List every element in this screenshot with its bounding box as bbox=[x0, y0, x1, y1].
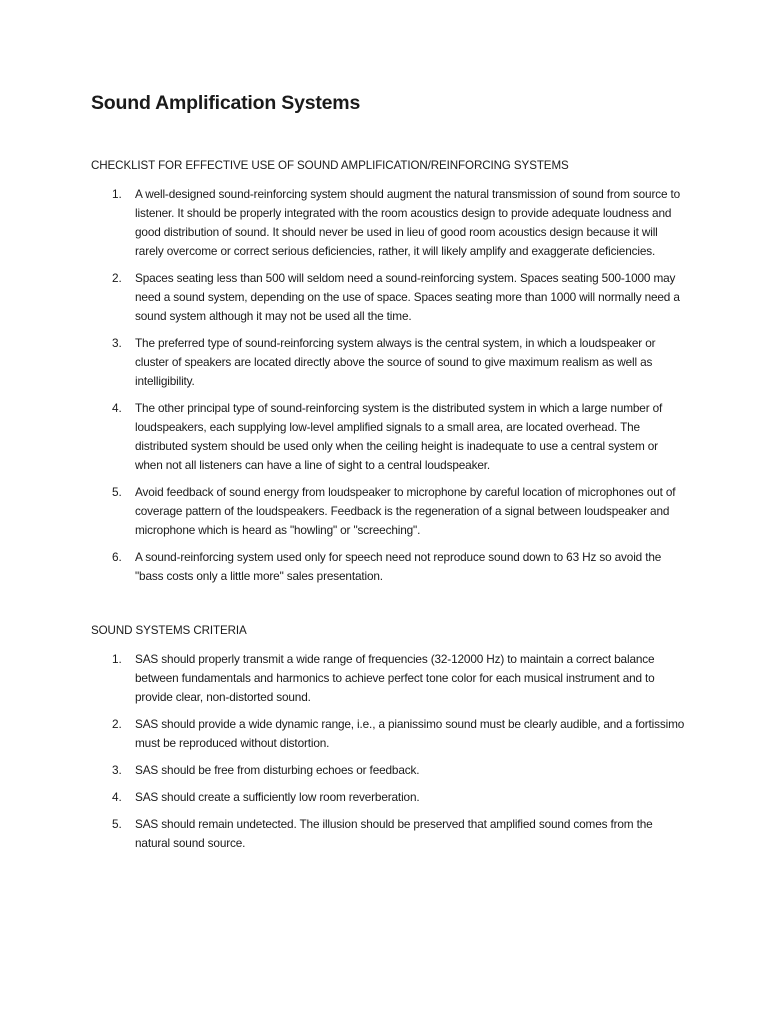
item-number: 5. bbox=[112, 485, 122, 499]
section-criteria bbox=[91, 624, 688, 853]
item-number: 2. bbox=[112, 717, 122, 731]
list-item bbox=[91, 548, 688, 586]
item-number: 6. bbox=[112, 550, 122, 564]
item-number: 4. bbox=[112, 790, 122, 804]
item-text: SAS should properly transmit a wide range of frequencies (32-12000 Hz) to maintain a correct balance between fundamentals and harmonics to achieve perfect tone color for each musical instrument and to provide clear, non-distorted sound. bbox=[135, 652, 655, 704]
item-text: The preferred type of sound-reinforcing system always is the central system, in which a loudspeaker or cluster of speakers are located directly above the source of sound to give maximum realism as well as intelligibility. bbox=[135, 336, 656, 388]
list-item bbox=[91, 788, 688, 807]
section-heading: CHECKLIST FOR EFFECTIVE USE OF SOUND AMPLIFICATION/REINFORCING SYSTEMS bbox=[91, 159, 569, 172]
list-item bbox=[91, 715, 688, 753]
item-text: SAS should create a sufficiently low room reverberation. bbox=[135, 790, 420, 804]
item-text: SAS should be free from disturbing echoes or feedback. bbox=[135, 763, 420, 777]
list-item bbox=[91, 761, 688, 780]
item-text: The other principal type of sound-reinforcing system is the distributed system in which a large number of loudspeakers, each supplying low-level amplified signals to a small area, are located overhead. The distributed system should be used only when the ceiling height is inadequate to use a central system or when not all listeners can have a line of sight to a central loudspeaker. bbox=[135, 401, 663, 472]
section-spacer bbox=[91, 594, 688, 624]
criteria-list bbox=[91, 650, 688, 853]
item-text: Avoid feedback of sound energy from loudspeaker to microphone by careful location of microphones out of coverage pattern of the loudspeakers. Feedback is the regeneration of a signal between loudspeaker and microphone which is heard as "howling" or "screeching". bbox=[135, 485, 676, 537]
item-number: 5. bbox=[112, 817, 122, 831]
checklist-list bbox=[91, 185, 688, 586]
list-item bbox=[91, 334, 688, 391]
list-item bbox=[91, 399, 688, 475]
item-text: Spaces seating less than 500 will seldom need a sound-reinforcing system. Spaces seating 500-1000 may need a sound system, depending on the use of space. Spaces seating more than 1000 will normally need a sound system although it may not be used all the time. bbox=[135, 271, 680, 323]
item-text: A well-designed sound-reinforcing system should augment the natural transmission of sound from source to listener. It should be properly integrated with the room acoustics design to provide adequate loudness and good distribution of sound. It should never be used in lieu of good room acoustics design because it will rarely overcome or correct serious deficiencies, rather, it will likely amplify and exaggerate deficiencies. bbox=[135, 187, 681, 258]
item-text: SAS should provide a wide dynamic range, i.e., a pianissimo sound must be clearly audible, and a fortissimo must be reproduced without distortion. bbox=[135, 717, 685, 750]
list-item bbox=[91, 650, 688, 707]
list-item bbox=[91, 185, 688, 261]
item-number: 2. bbox=[112, 271, 122, 285]
list-item bbox=[91, 815, 688, 853]
item-number: 1. bbox=[112, 652, 122, 666]
section-heading: SOUND SYSTEMS CRITERIA bbox=[91, 624, 247, 637]
page-title: Sound Amplification Systems bbox=[91, 92, 361, 114]
list-item bbox=[91, 269, 688, 326]
item-number: 3. bbox=[112, 763, 122, 777]
section-checklist bbox=[91, 159, 688, 586]
item-number: 3. bbox=[112, 336, 122, 350]
item-number: 4. bbox=[112, 401, 122, 415]
item-text: SAS should remain undetected. The illusion should be preserved that amplified sound comes from the natural sound source. bbox=[135, 817, 653, 850]
item-text: A sound-reinforcing system used only for speech need not reproduce sound down to 63 Hz so avoid the "bass costs only a little more" sales presentation. bbox=[135, 550, 662, 583]
item-number: 1. bbox=[112, 187, 122, 201]
list-item bbox=[91, 483, 688, 540]
